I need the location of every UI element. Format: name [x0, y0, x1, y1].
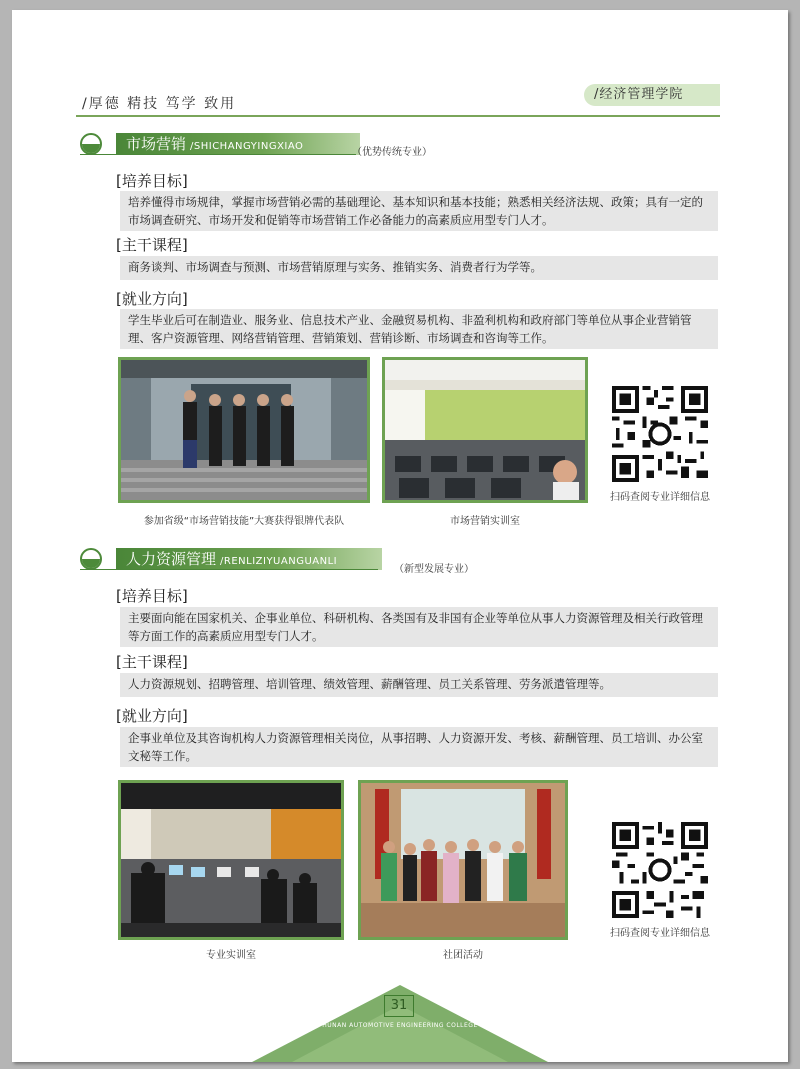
- half-circle-icon: [80, 548, 102, 570]
- section-title-marketing: [80, 133, 480, 159]
- photo-club-activity: [358, 780, 568, 940]
- section-tag: （新型发展专业）: [394, 564, 474, 575]
- photo-hr-lab-caption: 专业实训室: [206, 950, 256, 961]
- qr-caption: 扫码查阅专业详细信息: [610, 928, 710, 939]
- career-heading: [就业方向]: [116, 290, 188, 308]
- objective-heading: [培养目标]: [116, 172, 188, 190]
- career-text: 企事业单位及其咨询机构人力资源管理相关岗位，从事招聘、人力资源开发、考核、薪酬管理、员工培训、办公室文秘等工作。: [120, 727, 718, 767]
- footer-college-english: HUNAN AUTOMOTIVE ENGINEERING COLLEGE: [322, 1022, 478, 1029]
- courses-text: 人力资源规划、招聘管理、培训管理、绩效管理、薪酬管理、员工关系管理、劳务派遣管理等。: [120, 673, 718, 697]
- section-title-band: [116, 133, 360, 155]
- qr-code-icon[interactable]: [612, 822, 708, 918]
- section-title-underline: [80, 569, 378, 570]
- motto: /厚德 精技 笃学 致用: [82, 96, 237, 112]
- photo-hr-lab: [118, 780, 344, 940]
- section-title-text: 市场营销: [126, 135, 187, 153]
- photo-award-team-caption: 参加省级“市场营销技能”大赛获得银牌代表队: [143, 516, 345, 527]
- objective-text: 主要面向能在国家机关、企事业单位、科研机构、各类国有及非国有企业等单位从事人力资源管理及相关行政管理等方面工作的高素质应用型专门人才。: [120, 607, 718, 647]
- photo-hr-lab-image: [121, 783, 341, 937]
- college-tag: /经济管理学院: [584, 84, 720, 106]
- courses-heading: [主干课程]: [116, 236, 188, 254]
- brochure-page: [12, 10, 788, 1062]
- career-text: 学生毕业后可在制造业、服务业、信息技术产业、金融贸易机构、非盈利机构和政府部门等单位从事企业营销管理、客户资源管理、网络营销管理、营销策划、营销诊断、市场调查和咨询等工作。: [120, 309, 718, 349]
- photo-club-activity-image: [361, 783, 565, 937]
- section-title-pinyin: /RENLIZIYUANGUANLI: [220, 556, 338, 567]
- section-title-band: [116, 548, 382, 570]
- qr-caption: 扫码查阅专业详细信息: [610, 492, 710, 503]
- section-title-underline: [80, 154, 356, 155]
- header-divider: [76, 115, 720, 117]
- photo-award-team: [118, 357, 370, 503]
- courses-heading: [主干课程]: [116, 653, 188, 671]
- objective-text: 培养懂得市场规律，掌握市场营销必需的基础理论、基本知识和基本技能；熟悉相关经济法规、政策；具有一定的市场调查研究、市场开发和促销等市场营销工作必备能力的高素质应用型专门人才。: [120, 191, 718, 231]
- photo-award-team-image: [121, 360, 367, 500]
- section-tag: （优势传统专业）: [352, 147, 432, 158]
- photo-marketing-lab-image: [385, 360, 585, 500]
- photo-marketing-lab-caption: 市场营销实训室: [450, 516, 520, 527]
- career-heading: [就业方向]: [116, 707, 188, 725]
- half-circle-icon: [80, 133, 102, 155]
- courses-text: 商务谈判、市场调查与预测、市场营销原理与实务、推销实务、消费者行为学等。: [120, 256, 718, 280]
- photo-marketing-lab: [382, 357, 588, 503]
- section-title-hr: [80, 548, 500, 574]
- photo-club-activity-caption: 社团活动: [443, 950, 483, 961]
- qr-code-icon[interactable]: [612, 386, 708, 482]
- objective-heading: [培养目标]: [116, 587, 188, 605]
- section-title-text: 人力资源管理: [126, 550, 217, 568]
- section-title-pinyin: /SHICHANGYINGXIAO: [190, 141, 304, 152]
- page-number: 31: [384, 995, 414, 1017]
